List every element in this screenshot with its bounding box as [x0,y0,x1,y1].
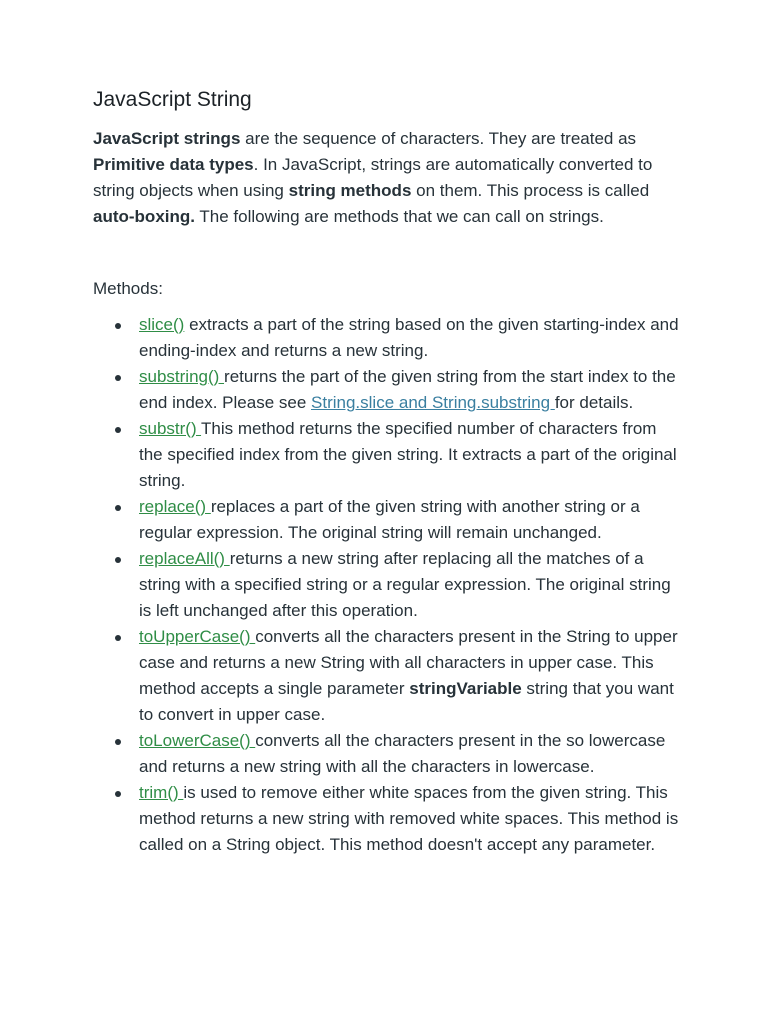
list-item-tolowercase [139,728,679,780]
touppercase-link[interactable]: toUpperCase() [139,627,256,646]
tolowercase-description: converts all the characters present in the so lowercase and returns a new string with all the characters in lowercase. [139,731,666,776]
replaceall-description: returns a new string after replacing all the matches of a string with a specified string or a regular expression. The original string is left unchanged after this operation. [139,549,671,620]
list-item-trim [139,780,679,858]
methods-heading: Methods: [93,279,163,298]
touppercase-description-end: string that you want to convert in upper case. [139,679,674,724]
substring-description-end: for details. [554,393,634,412]
bullet-icon [115,635,121,641]
bullet-icon [115,427,121,433]
slice-description: extracts a part of the string based on the given starting-index and ending-index and returns a new string. [139,315,679,360]
list-item-substr [139,416,679,494]
intro-text-4: The following are methods that we can call on strings. [194,207,604,226]
replace-description: replaces a part of the given string with another string or a regular expression. The original string will remain unchanged. [139,497,640,542]
bullet-icon [115,791,121,797]
list-item-slice [139,312,679,364]
substring-description: returns the part of the given string from the start index to the end index. Please see [139,367,676,412]
intro-bold-primitive: Primitive data types [93,155,254,174]
intro-text-3: on them. This process is called [411,181,650,200]
intro-bold-js-strings: JavaScript strings [93,129,241,148]
bullet-icon [115,557,121,563]
intro-text-1: are the sequence of characters. They are treated as [240,129,637,148]
slice-link[interactable]: slice() [139,315,185,334]
page-title: JavaScript String [93,88,252,111]
bullet-icon [115,505,121,511]
tolowercase-link[interactable]: toLowerCase() [139,731,256,750]
intro-bold-string-methods: string methods [288,181,412,200]
substr-link[interactable]: substr() [139,419,202,438]
list-item-replace [139,494,679,546]
list-item-substring [139,364,679,416]
intro-bold-autoboxing: auto-boxing. [93,207,195,226]
replace-link[interactable]: replace() [139,497,211,516]
replaceall-link[interactable]: replaceAll() [139,549,230,568]
bullet-icon [115,375,121,381]
touppercase-description: converts all the characters present in the String to upper case and returns a new String with all characters in upper case. This method accepts a single parameter [139,627,678,698]
bullet-icon [115,323,121,329]
bullet-icon [115,739,121,745]
substr-description: This method returns the specified number of characters from the specified index from the given string. It extracts a part of the original string. [139,419,677,490]
substring-link[interactable]: substring() [139,367,225,386]
touppercase-param: stringVariable [409,679,522,698]
methods-list [93,312,679,858]
trim-link[interactable]: trim() [139,783,184,802]
trim-description: is used to remove either white spaces from the given string. This method returns a new string with removed white spaces. This method is called on a String object. This method doesn't accept any parameter. [139,783,679,854]
list-item-replaceall [139,546,679,624]
intro-paragraph [93,126,676,230]
slice-vs-substring-link[interactable]: String.slice and String.substring [311,393,555,412]
intro-text-2: . In JavaScript, strings are automatically converted to string objects when using [93,155,653,200]
list-item-touppercase [139,624,679,728]
